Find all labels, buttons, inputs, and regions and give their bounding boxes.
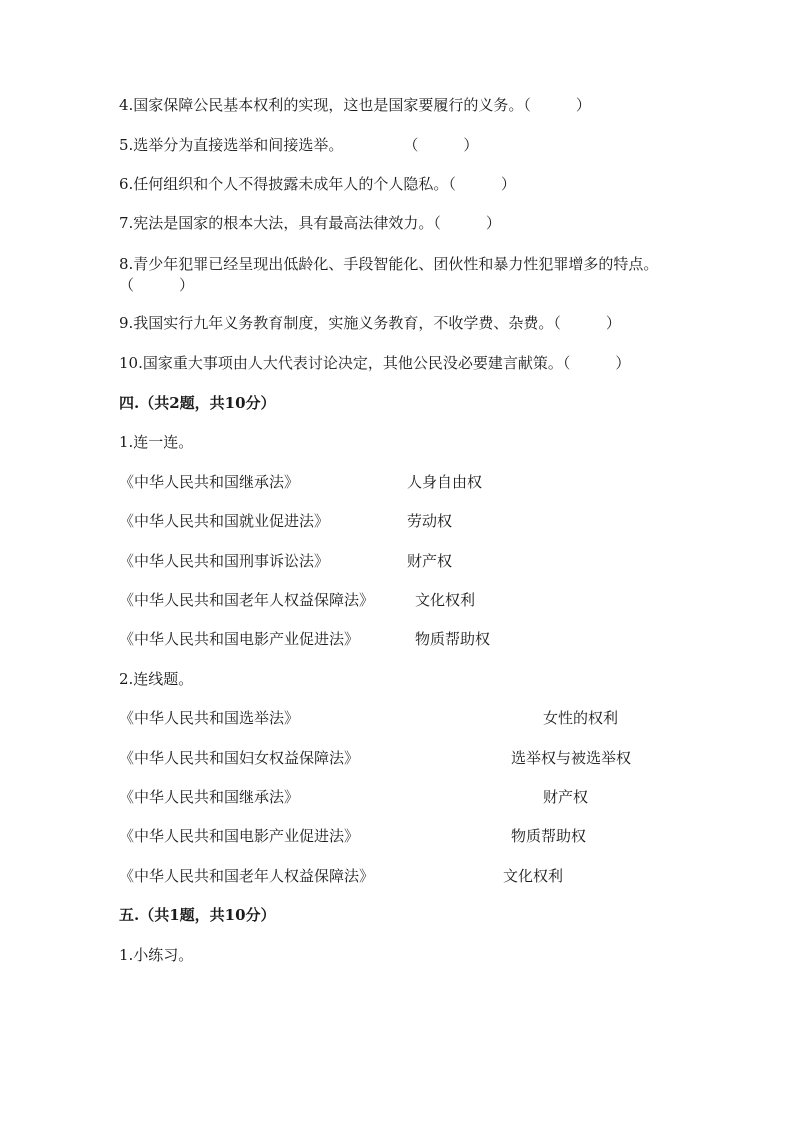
- q1-left-item: 《中华人民共和国老年人权益保障法》: [119, 591, 375, 609]
- q1-right-item: 文化权利: [415, 591, 476, 609]
- judgement-item-6: 6.任何组织和个人不得披露未成年人的个人隐私。（ ）: [119, 175, 516, 193]
- q1-left-item: 《中华人民共和国继承法》: [119, 473, 300, 491]
- judgement-item-10: 10.国家重大事项由人大代表讨论决定，其他公民没必要建言献策。（ ）: [119, 354, 631, 372]
- q2-right-item: 文化权利: [503, 867, 564, 885]
- q1-left-item: 《中华人民共和国电影产业促进法》: [119, 630, 360, 648]
- q2-right-item: 物质帮助权: [511, 827, 587, 845]
- q2-right-item: 财产权: [543, 788, 589, 806]
- judgement-item-9: 9.我国实行九年义务教育制度，实施义务教育，不收学费、杂费。（ ）: [119, 314, 621, 332]
- q1-right-item: 人身自由权: [407, 473, 483, 491]
- q2-right-item: 选举权与被选举权: [511, 749, 632, 767]
- q2-left-item: 《中华人民共和国继承法》: [119, 788, 300, 806]
- q1-right-item: 劳动权: [407, 512, 453, 530]
- judgement-item-7: 7.宪法是国家的根本大法，具有最高法律效力。（ ）: [119, 214, 501, 232]
- judgement-item-5: 5.选举分为直接选举和间接选举。 （ ）: [119, 136, 479, 154]
- q2-left-item: 《中华人民共和国老年人权益保障法》: [119, 867, 375, 885]
- section-four-q2-title: 2.连线题。: [119, 670, 194, 688]
- section-four-q1-title: 1.连一连。: [119, 433, 194, 451]
- q1-left-item: 《中华人民共和国就业促进法》: [119, 512, 330, 530]
- section-five-q1-title: 1.小练习。: [119, 946, 194, 964]
- q2-right-item: 女性的权利: [543, 709, 619, 727]
- section-five-heading: 五.（共1题，共10分）: [119, 906, 276, 924]
- q1-right-item: 财产权: [407, 552, 453, 570]
- q2-left-item: 《中华人民共和国选举法》: [119, 709, 300, 727]
- q2-left-item: 《中华人民共和国电影产业促进法》: [119, 827, 360, 845]
- q1-right-item: 物质帮助权: [415, 630, 491, 648]
- judgement-item-8: 8.青少年犯罪已经呈现出低龄化、手段智能化、团伙性和暴力性犯罪增多的特点。（ ）: [119, 255, 659, 294]
- q2-left-item: 《中华人民共和国妇女权益保障法》: [119, 749, 360, 767]
- q1-left-item: 《中华人民共和国刑事诉讼法》: [119, 552, 330, 570]
- judgement-item-4: 4.国家保障公民基本权利的实现，这也是国家要履行的义务。（ ）: [119, 96, 591, 114]
- section-four-heading: 四.（共2题，共10分）: [119, 394, 276, 412]
